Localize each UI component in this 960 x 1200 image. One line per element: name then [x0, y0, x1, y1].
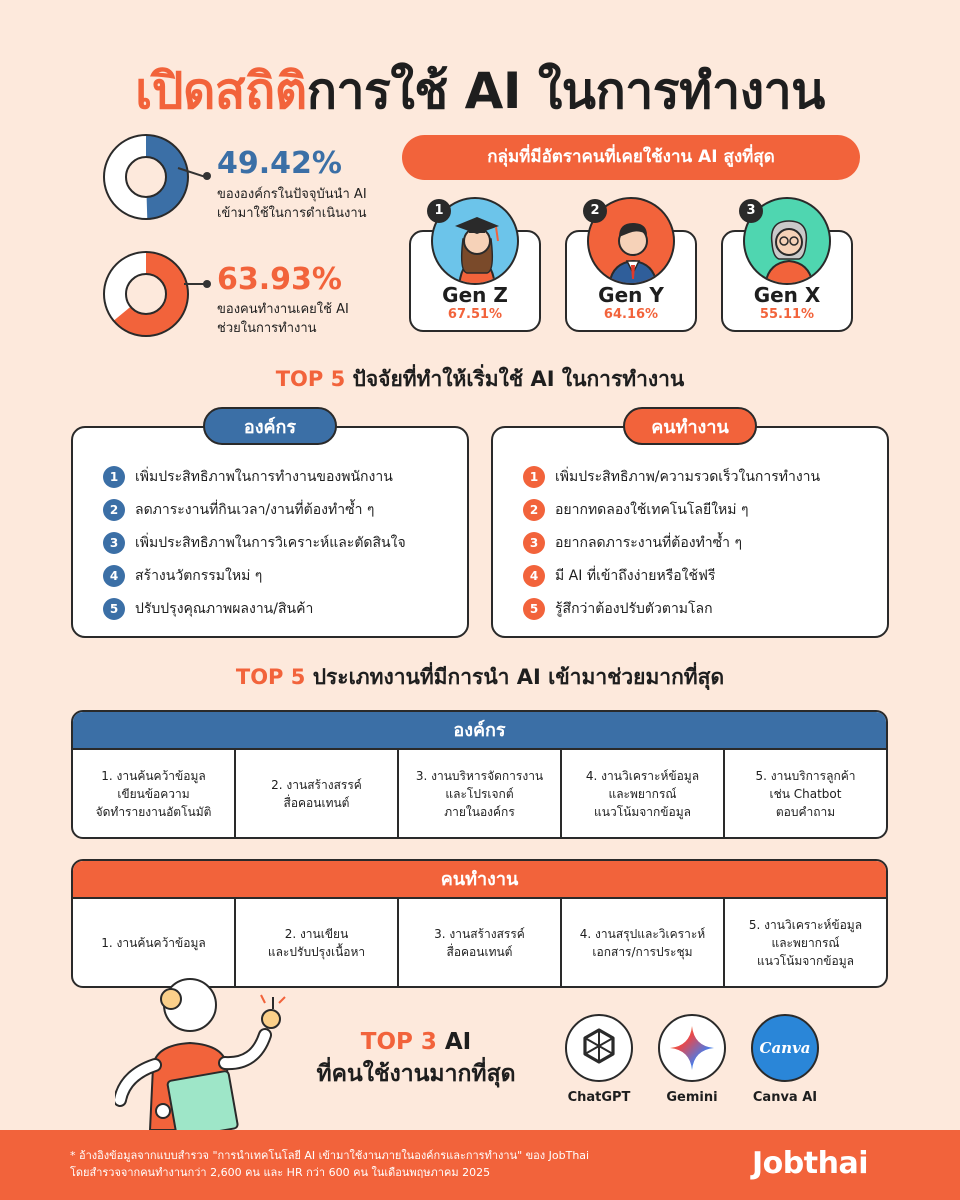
worker-worktypes-table [71, 859, 888, 988]
gen-z-percent: 67.51% [447, 307, 503, 322]
number-badge: 3 [103, 532, 125, 554]
brand-logo: Jobthai [752, 1146, 868, 1181]
worker-factors-box [491, 426, 889, 638]
gen-z-label: Gen Z [442, 283, 508, 307]
list-item: 1 เพิ่มประสิทธิภาพในการทำงานของพนักงาน [103, 465, 393, 489]
table-cell: 3. งานสร้างสรรค์ สื่อคอนเทนต์ [399, 899, 562, 986]
gen-y-label: Gen Y [598, 283, 664, 307]
gen-x-label: Gen X [753, 283, 821, 307]
table-header: องค์กร [73, 712, 886, 750]
number-badge: 4 [523, 565, 545, 587]
number-badge: 1 [523, 466, 545, 488]
worker-factors-label: คนทำงาน [623, 407, 757, 445]
number-badge: 3 [523, 532, 545, 554]
canva-label: Canva AI [752, 1090, 818, 1105]
rank-badge: 1 [427, 199, 451, 223]
leader-dot [203, 172, 211, 180]
worker-usage-desc-2: ช่วยในการทำงาน [217, 321, 317, 336]
worker-usage-desc-1: ของคนทำงานเคยใช้ AI [217, 302, 349, 317]
table-cell: 1. งานค้นคว้าข้อมูล เขียนข้อความ จัดทำรายงานอัตโนมัติ [73, 750, 236, 837]
table-cell: 2. งานสร้างสรรค์ สื่อคอนเทนต์ [236, 750, 399, 837]
factors-heading: TOP 5 ปัจจัยที่ทำให้เริ่มใช้ AI ในการทำงาน [275, 367, 685, 391]
number-badge: 1 [103, 466, 125, 488]
list-item: 3 อยากลดภาระงานที่ต้องทำซ้ำ ๆ [523, 531, 742, 555]
number-badge: 5 [103, 598, 125, 620]
generation-heading: กลุ่มที่มีอัตราคนที่เคยใช้งาน AI สูงที่สุด [402, 135, 860, 180]
chatgpt-label: ChatGPT [567, 1090, 631, 1105]
org-factors-box [71, 426, 469, 638]
list-item: 5 ปรับปรุงคุณภาพผลงาน/สินค้า [103, 597, 313, 621]
top-ai-heading: TOP 3 AI ที่คนใช้งานมากที่สุด [316, 1029, 516, 1087]
list-item: 4 สร้างนวัตกรรมใหม่ ๆ [103, 564, 262, 588]
table-cell: 5. งานบริการลูกค้า เช่น Chatbot ตอบคำถาม [755, 768, 856, 819]
org-usage-percent: 49.42% [217, 146, 342, 181]
list-item: 2 ลดภาระงานที่กินเวลา/งานที่ต้องทำซ้ำ ๆ [103, 498, 374, 522]
org-usage-desc-2: เข้ามาใช้ในการดำเนินงาน [217, 206, 367, 221]
number-badge: 2 [523, 499, 545, 521]
gen-y-percent: 64.16% [603, 307, 659, 322]
worktypes-heading: TOP 5 ประเภทงานที่มีการนำ AI เข้ามาช่วยมากที่สุด [235, 665, 725, 689]
table-cell: 2. งานเขียน และปรับปรุงเนื้อหา [236, 899, 399, 986]
table-cell: 1. งานค้นคว้าข้อมูล [73, 899, 236, 986]
org-worktypes-table [71, 710, 888, 839]
robot-illustration [115, 975, 305, 1130]
table-cell: 5. งานวิเคราะห์ข้อมูล และพยากรณ์ แนวโน้มจากข้อมูล [748, 917, 863, 968]
number-badge: 2 [103, 499, 125, 521]
table-cell: 3. งานบริหารจัดการงาน และโปรเจกต์ ภายในองค์กร [399, 750, 562, 837]
table-row [73, 899, 886, 986]
canva-icon [751, 1014, 819, 1082]
org-usage-donut [102, 133, 190, 221]
list-item: 3 เพิ่มประสิทธิภาพในการวิเคราะห์และตัดสินใจ [103, 531, 406, 555]
footnote: * อ้างอิงข้อมูลจากแบบสำรวจ "การนำเทคโนโลยี AI เข้ามาใช้งานภายในองค์กรและการทำงาน" ของ JobThai โดยสำรวจจากคนทำงานกว่า 2,600 คน และ HR กว่า 600 คน ในเดือนพฤษภาคม 2025 [70, 1149, 590, 1179]
worker-usage-donut [102, 250, 190, 338]
table-header: คนทำงาน [73, 861, 886, 899]
gen-x-percent: 55.11% [759, 307, 815, 322]
number-badge: 4 [103, 565, 125, 587]
page-title: เปิดสถิติการใช้ AI ในการทำงาน [135, 62, 825, 120]
list-item: 1 เพิ่มประสิทธิภาพ/ความรวดเร็วในการทำงาน [523, 465, 820, 489]
worker-usage-percent: 63.93% [217, 262, 342, 297]
number-badge: 5 [523, 598, 545, 620]
gemini-label: Gemini [666, 1090, 718, 1105]
table-cell: 4. งานสรุปและวิเคราะห์ เอกสาร/การประชุม [562, 899, 725, 986]
org-usage-desc-1: ขององค์กรในปัจจุบันนำ AI [217, 187, 367, 202]
chatgpt-icon [565, 1014, 633, 1082]
list-item: 4 มี AI ที่เข้าถึงง่ายหรือใช้ฟรี [523, 564, 715, 588]
org-factors-label: องค์กร [203, 407, 337, 445]
leader-dot [203, 280, 211, 288]
table-row [73, 750, 886, 837]
rank-badge: 3 [739, 199, 763, 223]
table-cell: 4. งานวิเคราะห์ข้อมูล และพยากรณ์ แนวโน้มจากข้อมูล [562, 750, 725, 837]
gemini-icon [658, 1014, 726, 1082]
canva-logo-text: Canva [759, 1039, 811, 1057]
list-item: 5 รู้สึกว่าต้องปรับตัวตามโลก [523, 597, 713, 621]
list-item: 2 อยากทดลองใช้เทคโนโลยีใหม่ ๆ [523, 498, 748, 522]
rank-badge: 2 [583, 199, 607, 223]
